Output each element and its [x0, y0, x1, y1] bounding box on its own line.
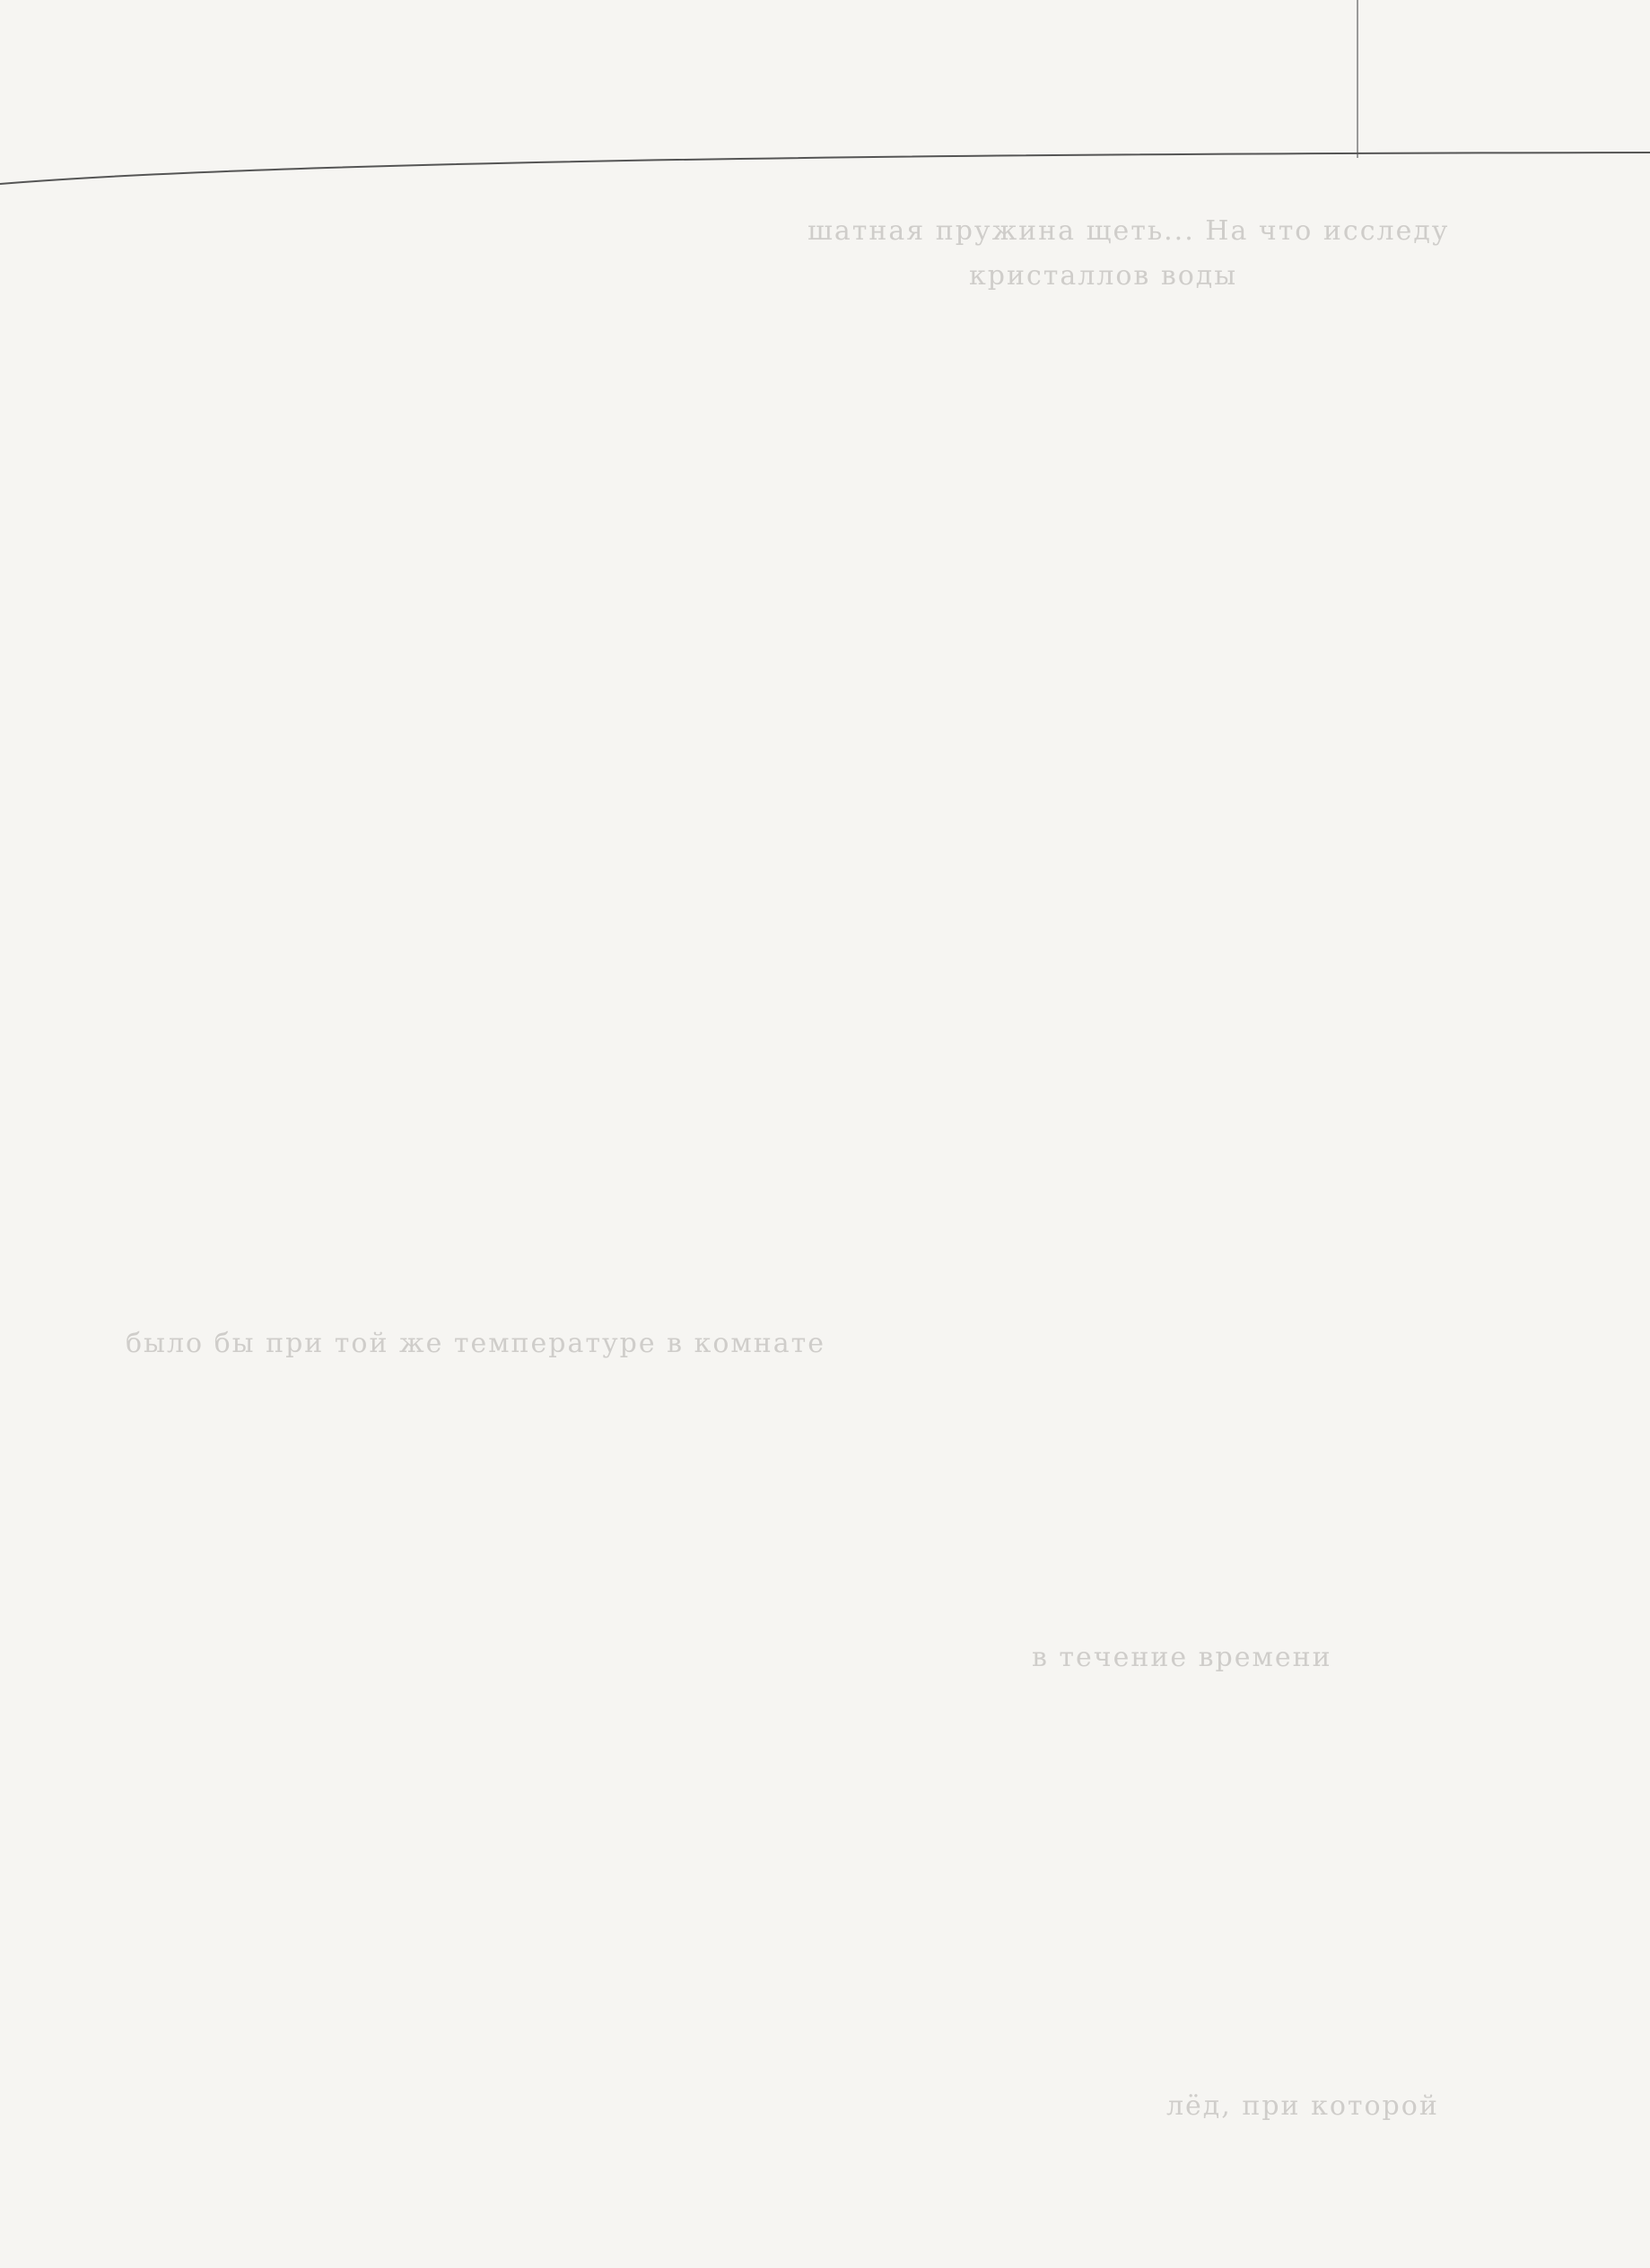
header-rule	[0, 135, 1650, 188]
figure-vi-15-chart	[377, 188, 1274, 601]
bleed-through-text: лёд, при которой	[1166, 2090, 1439, 2122]
bleed-through-text: в течение времени	[1032, 1642, 1332, 1673]
bleed-through-text: было бы при той же температуре в комнате	[126, 1328, 825, 1359]
bleed-through-text: шатная пружина щеть... На что исследу	[808, 215, 1450, 247]
bleed-through-text: кристаллов воды	[969, 260, 1238, 292]
